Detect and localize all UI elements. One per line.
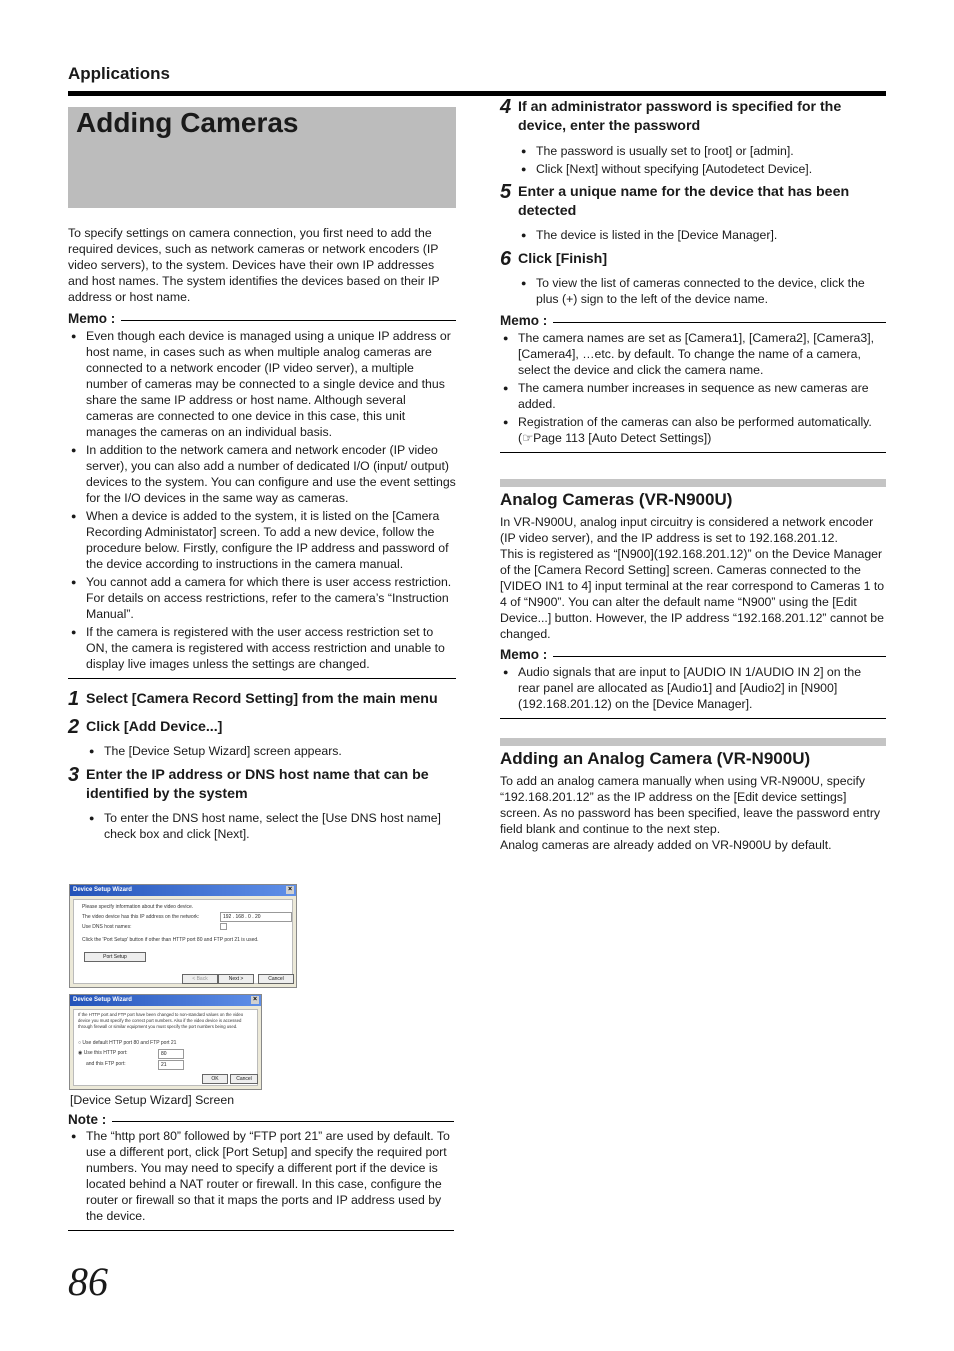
figure-caption: [Device Setup Wizard] Screen [70, 1093, 235, 1107]
step-number: 6 [500, 248, 512, 270]
page-title: Adding Cameras [76, 107, 299, 138]
step-1 [68, 690, 456, 709]
cancel-button[interactable]: Cancel [258, 974, 294, 984]
step-text: Enter a unique name for the device that has been detected [518, 184, 850, 219]
radio-custom[interactable]: ◉ Use this HTTP port: [78, 1050, 128, 1056]
note-block [68, 1112, 454, 1231]
list-item: ● Even though each device is managed using a unique IP address or host name, in cases such as when multiple analog cameras are connected to a network encoder (IP video server), a multiple number of cameras may be connected to a single device and thus share the same IP address or host name. Although several cameras are connected to one device in this case, this unit manages the cameras on an individual basis. [68, 328, 456, 440]
intro-text: To specify settings on camera connection, you first need to add the required devices, such as network cameras or network encoders (IP video servers), to the system. Devices have their own IP addresses and host names. The system identifies the devices based on their IP address or host name. [68, 226, 440, 304]
close-icon[interactable]: × [287, 886, 293, 893]
adding-analog-heading: Adding an Analog Camera (VR-N900U) [500, 749, 811, 768]
port-setup-dialog [69, 994, 262, 1090]
step-5-bullets [500, 227, 886, 243]
note-heading [68, 1112, 454, 1127]
memo-list [500, 664, 886, 712]
memo-label: Memo : [500, 647, 548, 662]
title-box [68, 107, 456, 208]
http-port-field[interactable]: 80 [158, 1049, 184, 1059]
memo-heading [500, 647, 886, 663]
divider [500, 452, 886, 453]
analog-heading: Analog Cameras (VR-N900U) [500, 490, 733, 509]
step-number: 2 [68, 716, 80, 738]
left-column [68, 225, 456, 844]
right-column [500, 98, 886, 853]
list-item: ● To view the list of cameras connected to the device, click the plus (+) sign to the left of the device name. [518, 275, 886, 307]
dialog-text: Use DNS host names: [82, 924, 132, 930]
analog-text: This is registered as “[N900](192.168.201.12)” on the Device Manager of the [Camera Record Setting] screen. Cameras connected to the [VIDEO IN1 to 4] input terminal at the rear correspond to Cameras 1 to 4 of “N900”. You can alter the default name “N900” using the [Edit Device...] button. However, the IP address “192.168.201.12” cannot be changed. [500, 547, 885, 641]
step-2 [68, 718, 456, 737]
list-item: ● The camera number increases in sequence as new cameras are added. [500, 380, 886, 412]
dialog-text: Please specify information about the video device. [82, 904, 194, 910]
step-number: 3 [68, 764, 80, 786]
dialog-body [73, 899, 293, 984]
list-item: ● When a device is added to the system, it is listed on the [Camera Recording Administator] screen. To add a new device, follow the procedure below. Firstly, configure the IP address and password of the device according to instructions in the camera manual. [68, 508, 456, 572]
step-5 [500, 183, 886, 221]
note-label: Note : [68, 1112, 107, 1127]
divider [68, 678, 456, 679]
step-text: If an administrator password is specified for the device, enter the password [518, 99, 842, 134]
dns-checkbox[interactable] [220, 923, 227, 930]
page-number: 86 [68, 1259, 108, 1304]
divider [68, 1230, 454, 1231]
dialog-titlebar [70, 885, 296, 896]
adding-analog-text: Analog cameras are already added on VR-N900U by default. [500, 838, 832, 852]
list-item: ● The camera names are set as [Camera1], [Camera2], [Camera3], [Camera4], …etc. by default. To change the name of a camera, select the device and click the camera name. [500, 330, 886, 378]
list-item: ● Click [Next] without specifying [Autodetect Device]. [518, 161, 886, 177]
dialog-text: Click the 'Port Setup' button if other than HTTP port 80 and FTP port 21 is used. [82, 937, 259, 943]
step-3 [68, 766, 456, 804]
list-item: ● If the camera is registered with the user access restriction set to ON, the camera is registered with access restriction and unable to display live images unless the settings are changed. [68, 624, 456, 672]
port-setup-button[interactable]: Port Setup [84, 952, 146, 962]
step-2-bullets [68, 743, 456, 759]
note-list [68, 1128, 454, 1224]
memo-heading [68, 311, 456, 327]
memo-label: Memo : [500, 313, 548, 328]
device-setup-wizard-dialog [69, 884, 297, 988]
list-item: ● The “http port 80” followed by “FTP port 21” are used by default. To use a different port, click [Port Setup] and specify the required port numbers. You may need to specify a different port if the device is located behind a NAT router or firewall. In this case, configure the router or firewall so that it maps the ports and IP address used by the device. [68, 1128, 454, 1224]
section-bar [500, 479, 886, 487]
list-item: ● Registration of the cameras can also be performed automatically. (☞Page 113 [Auto Detect Settings]) [500, 414, 886, 446]
dialog-body [73, 1009, 258, 1086]
memo-label: Memo : [68, 311, 116, 326]
step-text: Select [Camera Record Setting] from the main menu [86, 691, 438, 707]
radio-label: Use this HTTP port: [83, 1050, 128, 1056]
dialog-text: The video device has this IP address on the network: [82, 914, 200, 920]
list-item: ● Audio signals that are input to [AUDIO IN 1/AUDIO IN 2] on the rear panel are allocated as [Audio1] and [Audio2] in [N900](192.168.201.12) on the [Device Manager]. [500, 664, 886, 712]
back-button[interactable]: < Back [182, 974, 218, 984]
step-text: Click [Add Device...] [86, 719, 223, 735]
divider [500, 718, 886, 719]
close-icon[interactable]: × [252, 996, 258, 1003]
list-item: ● You cannot add a camera for which there is user access restriction. For details on access restrictions, refer to the camera’s “Instruction Manual”. [68, 574, 456, 622]
dialog-text: If the HTTP port and FTP port have been changed to non-standard values on the video device you must specify the correct port numbers. Also if the video device is accessed through firewall or similar equipment you must specify the port numbers being used. [78, 1012, 244, 1029]
ftp-port-field[interactable]: 21 [158, 1060, 184, 1070]
dialog-title: Device Setup Wizard [73, 997, 132, 1003]
ok-button[interactable]: OK [202, 1074, 228, 1084]
step-text: Click [Finish] [518, 251, 608, 267]
list-item: ● The password is usually set to [root] or [admin]. [518, 143, 886, 159]
adding-analog-text: To add an analog camera manually when using VR-N900U, specify “192.168.201.12” as the IP address on the [Edit device settings] screen. As no password has been specified, leave the password entry field blank and continue to the next step. [500, 774, 881, 836]
dialog-title: Device Setup Wizard [73, 887, 132, 893]
memo-list [500, 330, 886, 446]
dialog-text: and this FTP port: [86, 1061, 126, 1067]
list-item: ● In addition to the network camera and network encoder (IP video server), you can also add a number of dedicated I/O (input/ output) devices to the system. You can configure and use the event settings for the I/O devices in the same way as cameras. [68, 442, 456, 506]
step-number: 5 [500, 181, 512, 203]
section-label: Applications [68, 64, 171, 83]
step-6-bullets [500, 275, 886, 307]
list-item: ● To enter the DNS host name, select the [Use DNS host name] check box and click [Next]. [86, 810, 456, 842]
step-3-bullets [68, 810, 456, 842]
memo-heading [500, 313, 886, 329]
list-item: ● The [Device Setup Wizard] screen appears. [86, 743, 456, 759]
dialog-titlebar [70, 995, 261, 1006]
ip-address-field[interactable]: 192 . 168 . 0 . 20 [220, 912, 292, 922]
top-rule [68, 91, 886, 96]
section-bar [500, 738, 886, 746]
radio-label: Use default HTTP port 80 and FTP port 21 [82, 1040, 177, 1046]
list-item: ● The device is listed in the [Device Manager]. [518, 227, 886, 243]
step-4 [500, 98, 886, 136]
step-4-bullets [500, 143, 886, 177]
cancel-button[interactable]: Cancel [230, 1074, 258, 1084]
step-6 [500, 250, 886, 269]
step-number: 4 [500, 96, 512, 118]
memo-list [68, 328, 456, 672]
radio-default[interactable]: ○ Use default HTTP port 80 and FTP port 21 [78, 1040, 177, 1046]
step-text: Enter the IP address or DNS host name that can be identified by the system [86, 767, 429, 802]
step-number: 1 [68, 688, 80, 710]
analog-text: In VR-N900U, analog input circuitry is considered a network encoder (IP video server), and the IP address is set to 192.168.201.12. [500, 515, 874, 545]
next-button[interactable]: Next > [218, 974, 254, 984]
